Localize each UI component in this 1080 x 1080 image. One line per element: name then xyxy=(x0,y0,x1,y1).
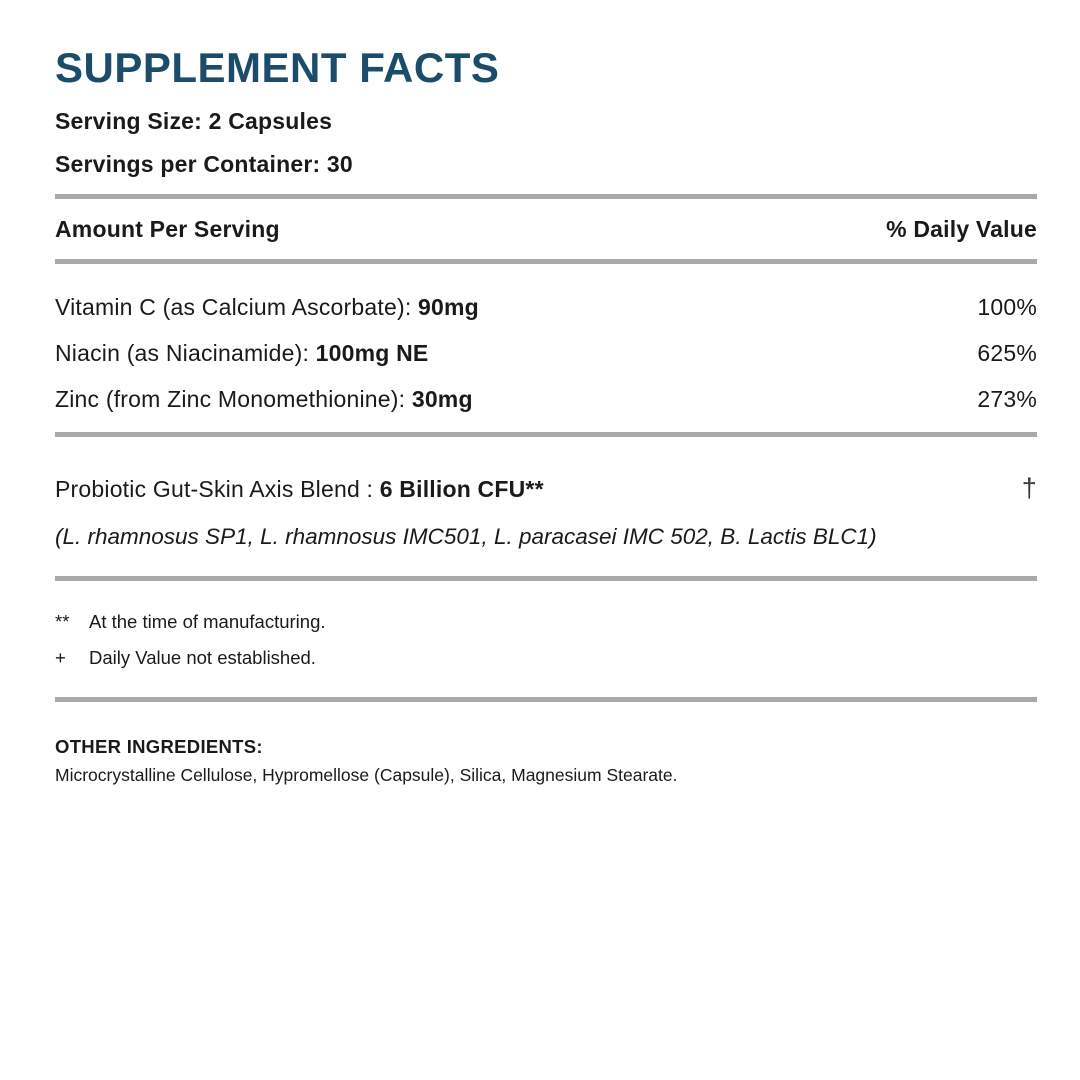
nutrient-daily-value: 100% xyxy=(977,294,1037,320)
blend-strain-list: (L. rhamnosus SP1, L. rhamnosus IMC501, L. paracasei IMC 502, B. Lactis BLC1) xyxy=(55,524,877,549)
footnote-marker: ** xyxy=(55,611,70,632)
blend-name-amount xyxy=(55,476,544,503)
divider-footnotes xyxy=(55,697,1037,702)
amount-per-serving-header: Amount Per Serving xyxy=(55,216,280,242)
blend-amount: 6 Billion CFU** xyxy=(379,476,544,502)
divider-header xyxy=(55,259,1037,264)
divider-blend xyxy=(55,576,1037,581)
daily-value-header: % Daily Value xyxy=(886,216,1037,242)
nutrient-name-amount xyxy=(55,340,428,367)
footnote-text: At the time of manufacturing. xyxy=(89,611,326,632)
blend-label: Probiotic Gut-Skin Axis Blend : xyxy=(55,476,374,502)
dagger-icon: † xyxy=(1021,473,1037,503)
nutrient-table xyxy=(55,294,1037,413)
table-row xyxy=(55,294,1037,321)
footnote-marker: + xyxy=(55,647,66,668)
nutrient-daily-value: 625% xyxy=(977,340,1037,366)
footnote-text: Daily Value not established. xyxy=(89,647,316,668)
nutrient-label: Vitamin C (as Calcium Ascorbate): xyxy=(55,294,412,320)
nutrient-amount: 30mg xyxy=(411,386,473,412)
nutrient-daily-value: 273% xyxy=(977,386,1037,412)
table-row xyxy=(55,386,1037,413)
footnote-daily-value xyxy=(55,647,1037,669)
table-row xyxy=(55,340,1037,367)
divider-top xyxy=(55,194,1037,199)
nutrient-amount: 100mg NE xyxy=(315,340,429,366)
other-ingredients-section xyxy=(55,736,1037,786)
table-row-blend xyxy=(55,475,1037,503)
divider-nutrients xyxy=(55,432,1037,437)
serving-size: Serving Size: 2 Capsules xyxy=(55,108,333,134)
footnotes xyxy=(55,611,1037,669)
footnote-manufacturing xyxy=(55,611,1037,633)
nutrient-label: Niacin (as Niacinamide): xyxy=(55,340,310,366)
other-ingredients-text: Microcrystalline Cellulose, Hypromellose (Capsule), Silica, Magnesium Stearate. xyxy=(55,765,678,785)
nutrient-label: Zinc (from Zinc Monomethionine): xyxy=(55,386,406,412)
nutrient-amount: 90mg xyxy=(418,294,479,320)
nutrient-name-amount xyxy=(55,294,479,321)
table-header-row xyxy=(55,216,1037,243)
nutrient-name-amount xyxy=(55,386,473,413)
panel-title: SUPPLEMENT FACTS xyxy=(55,44,500,91)
other-ingredients-heading: OTHER INGREDIENTS: xyxy=(55,736,263,757)
servings-per-container: Servings per Container: 30 xyxy=(55,151,353,177)
